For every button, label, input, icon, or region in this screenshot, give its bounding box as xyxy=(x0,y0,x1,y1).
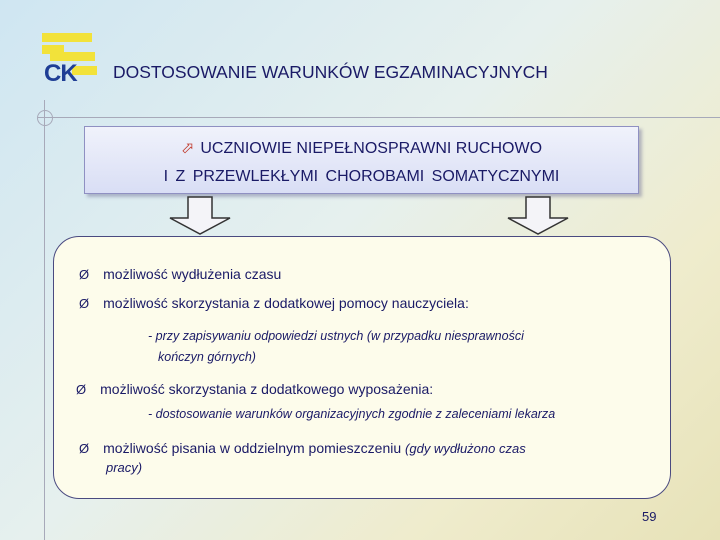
ck-logo xyxy=(40,30,100,85)
list-item xyxy=(79,295,469,311)
logo-stripe xyxy=(42,33,92,42)
bullet-icon: Ø xyxy=(79,441,90,456)
list-item xyxy=(79,440,526,456)
divider-circle xyxy=(37,110,53,126)
arrow-marker-icon: ⬀ xyxy=(180,140,195,157)
divider-horizontal xyxy=(38,117,720,118)
sub-note: - dostosowanie warunków organizacyjnych zgodnie z zaleceniami lekarza xyxy=(148,407,556,421)
sub-note: - przy zapisywaniu odpowiedzi ustnych (w przypadku niesprawności xyxy=(148,329,524,343)
heading-line-1-text: UCZNIOWIE NIEPEŁNOSPRAWNI RUCHOWO xyxy=(200,140,543,157)
list-item-text: możliwość skorzystania z dodatkowego wyposażenia: xyxy=(100,381,434,397)
bullet-icon: Ø xyxy=(79,296,90,311)
sub-note: kończyn górnych) xyxy=(158,350,256,364)
down-arrow-icon xyxy=(506,196,570,236)
logo-text: CK xyxy=(44,60,77,87)
page-title: DOSTOSOWANIE WARUNKÓW EGZAMINACYJNYCH xyxy=(113,62,548,82)
down-arrow-icon xyxy=(168,196,232,236)
sub-note: pracy) xyxy=(106,460,143,475)
content-box xyxy=(53,236,671,499)
heading-line-1 xyxy=(85,138,638,158)
bullet-icon: Ø xyxy=(79,267,90,282)
page-number: 59 xyxy=(642,509,657,524)
divider-vertical xyxy=(44,100,45,540)
list-item xyxy=(76,381,433,397)
list-item xyxy=(79,266,281,282)
list-item-text: możliwość pisania w oddzielnym pomieszczeniu xyxy=(103,440,402,456)
list-item-text: możliwość skorzystania z dodatkowej pomocy nauczyciela: xyxy=(103,295,469,311)
bullet-icon: Ø xyxy=(76,382,87,397)
heading-line-2: I Z PRZEWLEKŁYMI CHOROBAMI SOMATYCZNYMI xyxy=(163,168,560,185)
list-item-text: możliwość wydłużenia czasu xyxy=(103,266,282,282)
sub-note-inline: (gdy wydłużono czas xyxy=(405,441,526,456)
heading-box xyxy=(84,126,639,194)
